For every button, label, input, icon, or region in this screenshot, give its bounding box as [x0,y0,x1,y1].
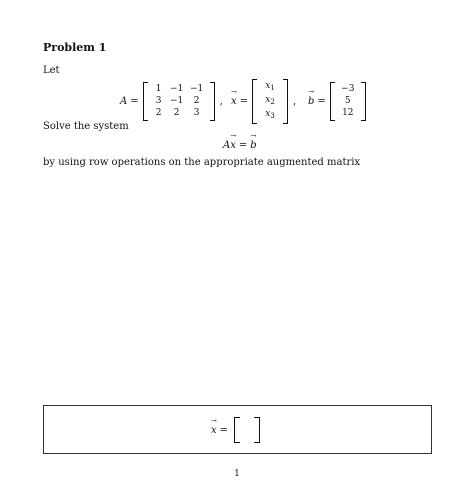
vector-arrow-icon: → [211,416,217,425]
vector-arrow-icon: → [230,132,237,140]
vector-b-definition [308,79,366,123]
right-bracket [283,79,288,124]
matrix-a-cell: 2 [193,95,200,106]
vector-b-label [308,87,315,107]
system-x-vector: → x [230,132,237,151]
vector-arrow-icon: → [308,87,315,96]
vector-x-entry: $x_3$ [265,108,275,120]
method-instruction: by using row operations on the appropriate augmented matrix [43,157,361,168]
matrix-a-cell: 2 [173,107,180,118]
definitions-row [0,79,474,123]
vector-b-entry: 5 [344,95,351,106]
equals-sign: = [238,140,248,151]
equals-sign: = [219,424,229,436]
system-b-vector: → b [250,132,257,151]
right-bracket [361,82,366,121]
vector-arrow-icon: → [231,87,237,96]
equals-sign: = [130,95,139,107]
right-bracket [210,82,215,121]
vector-x-entry: $x_2$ [265,94,275,106]
answer-input[interactable] [234,417,260,443]
vector-x-letter: x [231,95,237,107]
matrix-a-label: A [120,95,128,107]
matrix-a-cell: 3 [193,107,200,118]
vector-b-entry: 12 [342,107,354,118]
vector-x [252,79,288,124]
equals-sign: = [317,95,326,107]
matrix-a-definition [120,79,223,123]
vector-arrow-icon: → [250,132,257,140]
vector-b-cells [335,82,361,121]
matrix-a-cell: −1 [169,95,184,106]
vector-x-cells [257,79,283,124]
page-number: 1 [234,469,240,479]
system-equation [223,132,257,151]
answer-equation [211,417,260,443]
matrix-a-cell: −1 [169,83,184,94]
vector-x-label [231,87,237,107]
answer-value[interactable] [240,417,254,443]
matrix-a-cell: 3 [155,95,162,106]
matrix-a-cells [148,82,210,121]
right-bracket [254,417,260,443]
equals-sign: = [239,95,249,107]
comma: , [219,95,223,107]
answer-x-label: → x [211,416,217,436]
vector-x-definition [231,79,296,123]
solve-instruction: Solve the system [43,121,129,132]
matrix-a-cell: 2 [155,107,162,118]
system-matrix-symbol: A [223,140,231,151]
vector-b-letter: b [308,95,315,107]
matrix-a [143,82,215,121]
intro-text: Let [43,65,60,76]
vector-x-entry: $x_1$ [265,80,275,92]
problem-title: Problem 1 [43,41,107,54]
matrix-a-cell: 1 [155,83,162,94]
comma: , [293,95,297,107]
matrix-a-cell: −1 [189,83,204,94]
system-lhs [223,132,237,151]
vector-b [330,82,366,121]
vector-b-entry: −3 [341,83,355,94]
